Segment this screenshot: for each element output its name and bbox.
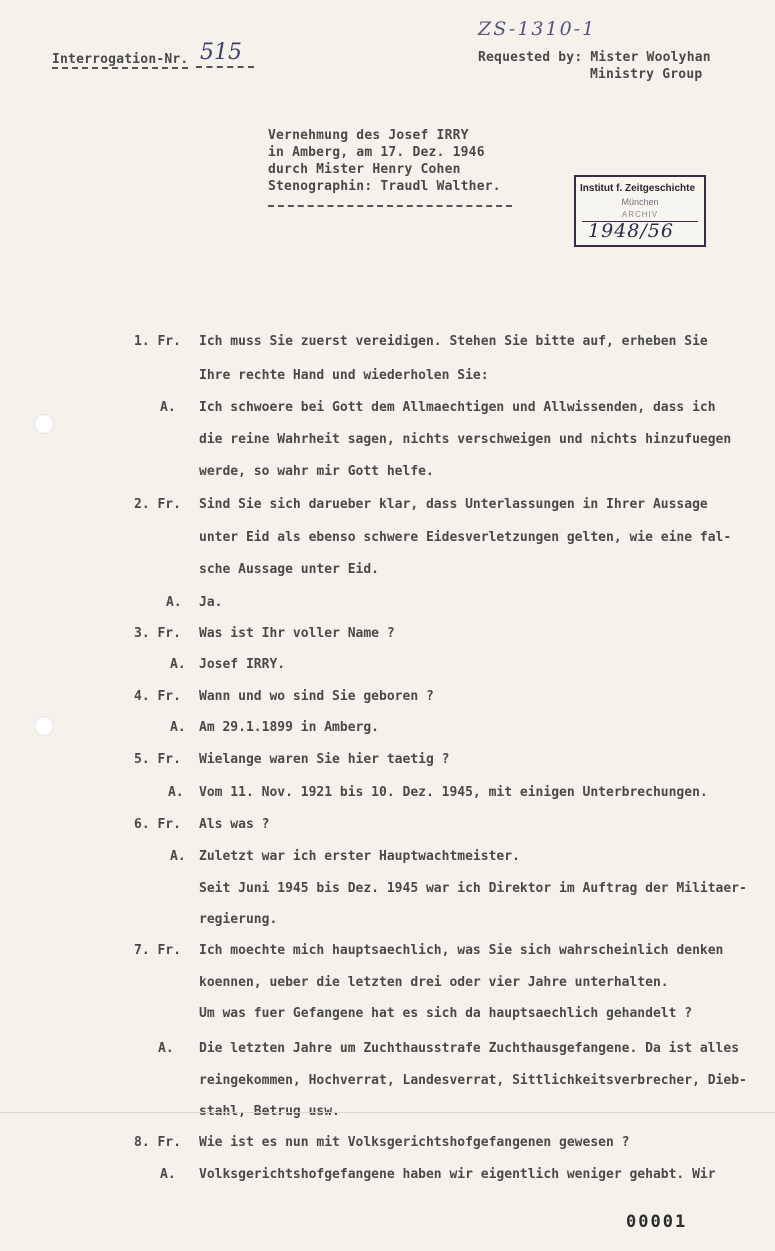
qa-line: Wielange waren Sie hier taetig ? [199, 752, 450, 767]
qa-line: sche Aussage unter Eid. [199, 562, 380, 577]
archive-mark: ZS-1310-1 [478, 18, 597, 40]
qa-label: 8. Fr. [134, 1135, 181, 1150]
stamp-number: 1948/56 [588, 220, 674, 242]
qa-line: regierung. [199, 912, 278, 927]
title-line-3: durch Mister Henry Cohen [268, 162, 461, 177]
qa-line: werde, so wahr mir Gott helfe. [199, 464, 434, 479]
qa-label: 6. Fr. [134, 817, 181, 832]
qa-line: Vom 11. Nov. 1921 bis 10. Dez. 1945, mit einigen Unterbrechungen. [199, 785, 708, 800]
qa-label: A. [170, 849, 186, 864]
qa-line: Volksgerichtshofgefangene haben wir eigentlich weniger gehabt. Wir [199, 1167, 716, 1182]
qa-line: Die letzten Jahre um Zuchthausstrafe Zuchthausgefangene. Da ist alles [199, 1041, 740, 1056]
qa-line: Ich muss Sie zuerst vereidigen. Stehen Sie bitte auf, erheben Sie [199, 334, 708, 349]
qa-line: Ihre rechte Hand und wiederholen Sie: [199, 368, 489, 383]
qa-line: Ja. [199, 595, 223, 610]
title-line-4: Stenographin: Traudl Walther. [268, 179, 501, 194]
qa-label: 2. Fr. [134, 497, 181, 512]
qa-label: A. [168, 785, 184, 800]
qa-label: 1. Fr. [134, 334, 181, 349]
qa-line: Ich moechte mich hauptsaechlich, was Sie sich wahrscheinlich denken [199, 943, 724, 958]
qa-line: die reine Wahrheit sagen, nichts verschweigen und nichts hinzufuegen [199, 432, 732, 447]
interrogation-number: 515 [200, 40, 242, 65]
archive-stamp [574, 175, 706, 247]
qa-line: Am 29.1.1899 in Amberg. [199, 720, 380, 735]
qa-label: A. [170, 720, 186, 735]
qa-line: Als was ? [199, 817, 270, 832]
qa-label: A. [170, 657, 186, 672]
page-number: 00001 [626, 1212, 688, 1232]
qa-line: Wann und wo sind Sie geboren ? [199, 689, 434, 704]
qa-label: 3. Fr. [134, 626, 181, 641]
requested-group: Ministry Group [590, 67, 703, 82]
qa-label: A. [160, 400, 176, 415]
title-line-1: Vernehmung des Josef IRRY [268, 128, 469, 143]
qa-line: Ich schwoere bei Gott dem Allmaechtigen und Allwissenden, dass ich [199, 400, 716, 415]
qa-label: A. [160, 1167, 176, 1182]
qa-line: Seit Juni 1945 bis Dez. 1945 war ich Direktor im Auftrag der Militaer- [199, 881, 747, 896]
punch-hole-top [34, 414, 54, 434]
qa-line: Josef IRRY. [199, 657, 286, 672]
qa-line: koennen, ueber die letzten drei oder vier Jahre unterhalten. [199, 975, 669, 990]
interrogation-label: Interrogation-Nr. [52, 52, 189, 67]
requested-by: Requested by: Mister Woolyhan [478, 50, 711, 65]
stamp-city: München [621, 197, 659, 207]
qa-line: Zuletzt war ich erster Hauptwachtmeister. [199, 849, 520, 864]
qa-line: reingekommen, Hochverrat, Landesverrat, Sittlichkeitsverbrecher, Dieb- [199, 1073, 747, 1088]
qa-label: A. [158, 1041, 174, 1056]
interrogation-number-underline [196, 66, 254, 68]
punch-hole-bottom [34, 716, 54, 736]
qa-label: 7. Fr. [134, 943, 181, 958]
qa-line: Was ist Ihr voller Name ? [199, 626, 395, 641]
title-line-2: in Amberg, am 17. Dez. 1946 [268, 145, 485, 160]
qa-line: unter Eid als ebenso schwere Eidesverletzungen gelten, wie eine fal- [199, 530, 732, 545]
qa-line: stahl, Betrug usw. [199, 1104, 340, 1119]
qa-line: Wie ist es nun mit Volksgerichtshofgefangenen gewesen ? [199, 1135, 630, 1150]
title-underline [268, 205, 512, 207]
qa-label: 5. Fr. [134, 752, 181, 767]
stamp-institute: Institut f. Zeitgeschichte [580, 183, 696, 194]
stamp-archive: ARCHIV [621, 210, 659, 219]
qa-label: A. [166, 595, 182, 610]
qa-line: Sind Sie sich darueber klar, dass Unterlassungen in Ihrer Aussage [199, 497, 708, 512]
paper-fold-line [0, 1112, 775, 1113]
qa-line: Um was fuer Gefangene hat es sich da hauptsaechlich gehandelt ? [199, 1006, 693, 1021]
qa-label: 4. Fr. [134, 689, 181, 704]
